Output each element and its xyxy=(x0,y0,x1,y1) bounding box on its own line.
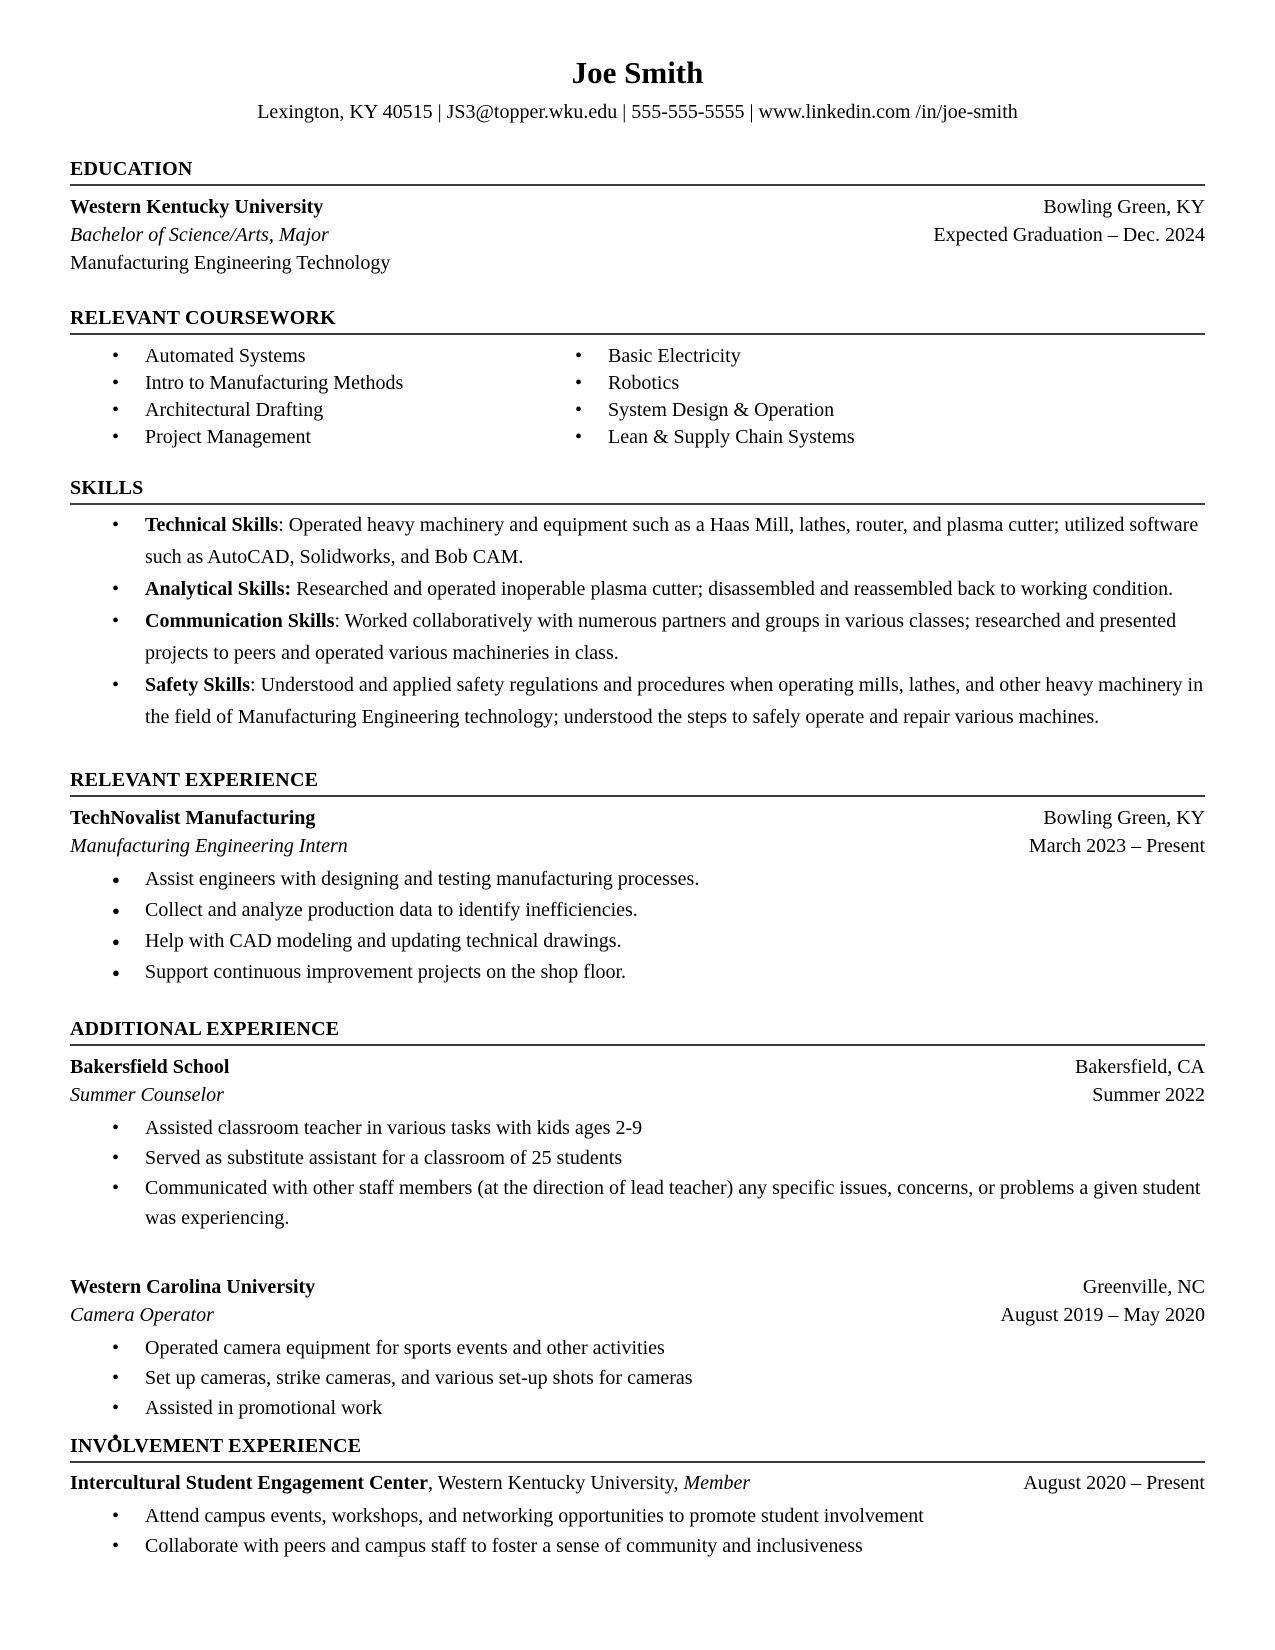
coursework-item xyxy=(533,424,1205,451)
relevant-experience-heading: RELEVANT EXPERIENCE xyxy=(70,769,1205,797)
coursework-item-label: Lean & Supply Chain Systems xyxy=(608,426,855,448)
company-name: TechNovalist Manufacturing xyxy=(70,807,316,829)
job-bullet-text: Communicated with other staff members (at the direction of lead teacher) any specific issues, concerns, or problems a given student was experiencing. xyxy=(145,1177,1201,1229)
job-bullet xyxy=(70,864,1205,895)
job-title: Manufacturing Engineering Intern xyxy=(70,835,348,857)
skill-label: Technical Skills xyxy=(145,514,279,536)
bullet-icon xyxy=(112,370,119,397)
bullet-icon xyxy=(112,1363,119,1393)
job-bullet-text: Assisted in promotional work xyxy=(145,1397,383,1419)
job-bullet xyxy=(70,1173,1205,1233)
job-bullet xyxy=(70,1363,1205,1393)
job-bullet xyxy=(70,1143,1205,1173)
skill-item xyxy=(70,605,1205,669)
contact-line: Lexington, KY 40515 | JS3@topper.wku.edu | 555-555-5555 | www.linkedin.com /in/joe-smith xyxy=(257,101,1018,123)
bullet-icon xyxy=(112,1113,119,1143)
job-bullet xyxy=(70,1393,1205,1423)
section-relevant-experience xyxy=(70,769,1205,988)
coursework-item-label: Automated Systems xyxy=(145,345,306,367)
bullet-icon xyxy=(112,573,119,605)
bullet-icon xyxy=(112,669,119,701)
involvement-org-line xyxy=(70,1469,750,1497)
job-bullet-list xyxy=(70,1113,1205,1233)
section-coursework xyxy=(70,307,1205,451)
school-location: Bowling Green, KY xyxy=(1043,196,1205,218)
coursework-item xyxy=(70,343,533,370)
coursework-item xyxy=(533,343,1205,370)
job-bullet xyxy=(70,1333,1205,1363)
bullet-icon xyxy=(112,1143,119,1173)
skill-text: : Operated heavy machinery and equipment such as a Haas Mill, lathes, router, and plasma cutter; utilized software such as AutoCAD, Solidworks, and Bob CAM. xyxy=(145,514,1199,568)
job-bullet-text: Served as substitute assistant for a classroom of 25 students xyxy=(145,1147,623,1169)
company-name: Bakersfield School xyxy=(70,1056,230,1078)
skill-label: Analytical Skills: xyxy=(145,578,292,600)
involvement-bullet xyxy=(70,1531,1205,1561)
job-dates: March 2023 – Present xyxy=(1028,835,1205,857)
involvement-bullet xyxy=(70,1501,1205,1531)
bullet-icon xyxy=(575,370,582,397)
skill-item xyxy=(70,669,1205,733)
coursework-item-label: Intro to Manufacturing Methods xyxy=(145,372,404,394)
company-name: Western Carolina University xyxy=(70,1276,316,1298)
job-title: Summer Counselor xyxy=(70,1084,224,1106)
coursework-item xyxy=(533,397,1205,424)
section-skills xyxy=(70,477,1205,733)
skill-text: Researched and operated inoperable plasma cutter; disassembled and reassembled back to working condition. xyxy=(291,578,1174,600)
section-involvement xyxy=(70,1435,1205,1561)
job-dates: August 2019 – May 2020 xyxy=(1000,1304,1205,1326)
job-bullet-text: Collect and analyze production data to identify inefficiencies. xyxy=(145,899,638,921)
company-location: Greenville, NC xyxy=(1082,1276,1205,1298)
job-entry xyxy=(70,1053,1205,1233)
coursework-item-label: Project Management xyxy=(145,426,312,448)
job-bullet xyxy=(70,926,1205,957)
job-bullet-text: Operated camera equipment for sports events and other activities xyxy=(145,1337,665,1359)
skills-list xyxy=(70,509,1205,733)
skill-label: Communication Skills xyxy=(145,610,335,632)
job-bullet-text: Assist engineers with designing and testing manufacturing processes. xyxy=(145,868,700,890)
bullet-icon xyxy=(112,509,119,541)
section-education xyxy=(70,158,1205,277)
skill-item xyxy=(70,509,1205,573)
skill-text: : Worked collaboratively with numerous partners and groups in various classes; researched and presented projects to peers and operated various machineries in class. xyxy=(145,610,1177,664)
job-bullet xyxy=(70,957,1205,988)
coursework-item-label: Basic Electricity xyxy=(608,345,741,367)
bullet-icon xyxy=(112,926,120,957)
job-bullet-text: Assisted classroom teacher in various tasks with kids ages 2-9 xyxy=(145,1117,643,1139)
bullet-icon xyxy=(575,397,582,424)
coursework-item-label: Robotics xyxy=(608,372,680,394)
bullet-icon xyxy=(112,1333,119,1363)
degree: Bachelor of Science/Arts, Major xyxy=(70,224,329,246)
coursework-item xyxy=(70,397,533,424)
bullet-icon xyxy=(575,343,582,370)
coursework-item xyxy=(70,424,533,451)
involvement-heading: INVOLVEMENT EXPERIENCE xyxy=(70,1435,1205,1463)
bullet-icon xyxy=(112,1531,119,1561)
coursework-heading: RELEVANT COURSEWORK xyxy=(70,307,1205,335)
skill-item xyxy=(70,573,1205,605)
job-dates: Summer 2022 xyxy=(1092,1084,1205,1106)
bullet-icon xyxy=(112,1393,119,1423)
section-additional-experience xyxy=(70,1018,1205,1423)
involvement-role: Member xyxy=(683,1472,751,1494)
bullet-icon xyxy=(112,957,120,988)
company-location: Bakersfield, CA xyxy=(1075,1056,1205,1078)
job-bullet-text: Set up cameras, strike cameras, and various set-up shots for cameras xyxy=(145,1367,693,1389)
job-bullet xyxy=(70,895,1205,926)
coursework-item-label: Architectural Drafting xyxy=(145,399,324,421)
involvement-bullet-list xyxy=(70,1501,1205,1561)
education-heading: EDUCATION xyxy=(70,158,1205,186)
organization-name: Intercultural Student Engagement Center xyxy=(70,1472,428,1494)
coursework-item xyxy=(533,370,1205,397)
job-entry xyxy=(70,1273,1205,1423)
bullet-icon xyxy=(575,424,582,451)
job-title: Camera Operator xyxy=(70,1304,214,1326)
job-bullet-text: Help with CAD modeling and updating technical drawings. xyxy=(145,930,622,952)
coursework-item-label: System Design & Operation xyxy=(608,399,835,421)
job-bullet-list xyxy=(70,864,1205,988)
involvement-bullet-text: Collaborate with peers and campus staff to foster a sense of community and inclusiveness xyxy=(145,1535,863,1557)
resume-name: Joe Smith xyxy=(571,55,704,90)
bullet-icon xyxy=(112,397,119,424)
job-bullet xyxy=(70,1113,1205,1143)
bullet-icon xyxy=(112,424,119,451)
bullet-icon xyxy=(112,1423,119,1453)
organization-affiliation: , Western Kentucky University, xyxy=(427,1472,684,1494)
job-entry xyxy=(70,804,1205,988)
graduation-date: Expected Graduation – Dec. 2024 xyxy=(933,224,1205,246)
additional-experience-heading: ADDITIONAL EXPERIENCE xyxy=(70,1018,1205,1046)
major: Manufacturing Engineering Technology xyxy=(70,252,391,274)
skills-heading: SKILLS xyxy=(70,477,1205,505)
coursework-list-left xyxy=(70,343,533,451)
bullet-icon xyxy=(112,1173,119,1203)
skill-label: Safety Skills xyxy=(145,674,251,696)
job-bullet-list xyxy=(70,1333,1205,1423)
bullet-icon xyxy=(112,605,119,637)
bullet-icon xyxy=(112,864,120,895)
bullet-icon xyxy=(112,1501,119,1531)
coursework-list-right xyxy=(533,343,1205,451)
involvement-dates: August 2020 – Present xyxy=(1023,1472,1205,1494)
bullet-icon xyxy=(112,895,120,926)
bullet-icon xyxy=(112,343,119,370)
school-name: Western Kentucky University xyxy=(70,196,324,218)
company-location: Bowling Green, KY xyxy=(1043,807,1205,829)
involvement-bullet-text: Attend campus events, workshops, and networking opportunities to promote student involvement xyxy=(145,1505,924,1527)
job-bullet-text: Support continuous improvement projects on the shop floor. xyxy=(145,961,627,983)
skill-text: : Understood and applied safety regulations and procedures when operating mills, lathes, and other heavy machinery in the field of Manufacturing Engineering technology; understood the steps to safely operate and repair various machines. xyxy=(145,674,1204,728)
coursework-item xyxy=(70,370,533,397)
